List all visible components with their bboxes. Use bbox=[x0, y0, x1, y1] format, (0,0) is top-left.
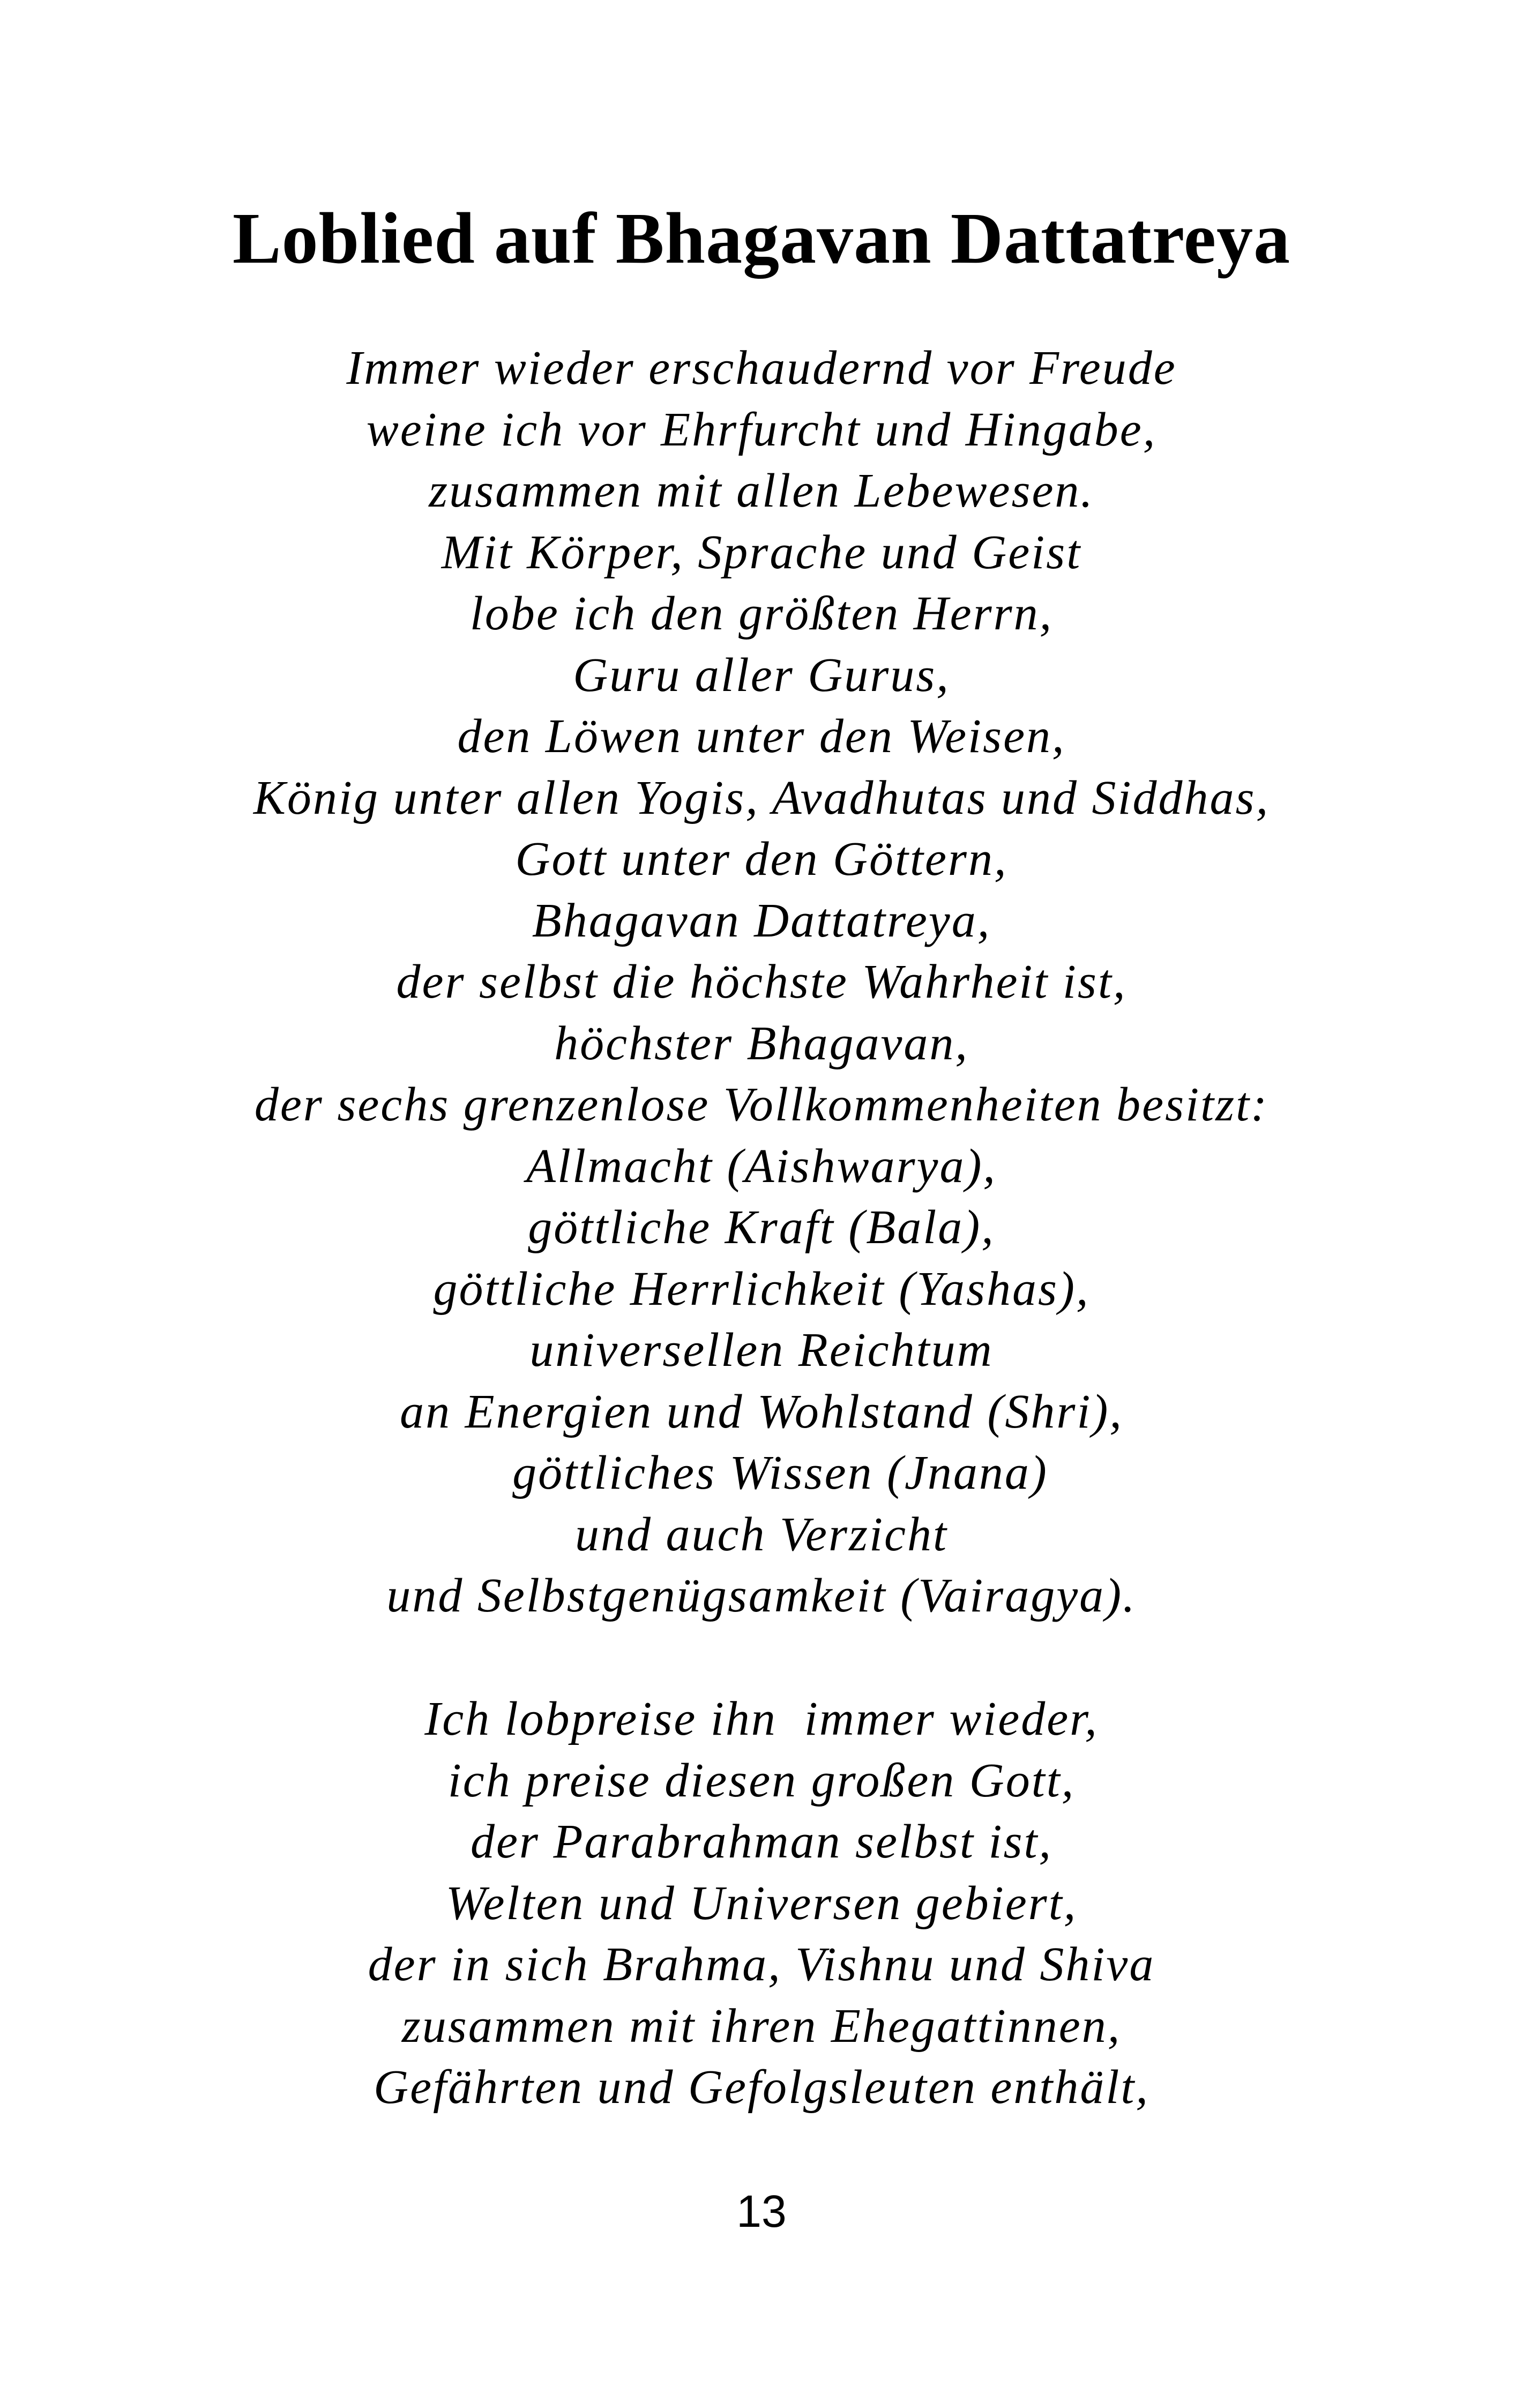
verse-line: lobe ich den größten Herrn, bbox=[469, 587, 1054, 640]
verse-line: göttliche Herrlichkeit (Yashas), bbox=[433, 1262, 1090, 1316]
verse-line: göttliches Wissen (Jnana) bbox=[512, 1446, 1048, 1499]
verse-line: Welten und Universen gebiert, bbox=[445, 1876, 1078, 1930]
verse-line: weine ich vor Ehrfurcht und Hingabe, bbox=[366, 403, 1157, 456]
verse-line: höchster Bhagavan, bbox=[554, 1016, 969, 1070]
verse-line: Ich lobpreise ihn immer wieder, bbox=[424, 1692, 1099, 1745]
verse-line: König unter allen Yogis, Avadhutas und Siddhas, bbox=[253, 771, 1270, 824]
verse-line: und Selbstgenügsamkeit (Vairagya). bbox=[386, 1569, 1137, 1622]
stanza-2 bbox=[0, 1689, 1523, 2119]
page-number: 13 bbox=[736, 2186, 787, 2236]
stanza-1 bbox=[0, 338, 1523, 1627]
verse-line: der in sich Brahma, Vishnu und Shiva bbox=[368, 1938, 1155, 1991]
verse-line: universellen Reichtum bbox=[529, 1324, 994, 1377]
verse-line: Bhagavan Dattatreya, bbox=[532, 894, 991, 947]
page-title: Loblied auf Bhagavan Dattatreya bbox=[232, 198, 1291, 279]
verse-line: und auch Verzicht bbox=[575, 1507, 948, 1561]
verse-line: der Parabrahman selbst ist, bbox=[470, 1815, 1053, 1868]
verse-line: Gefährten und Gefolgsleuten enthält, bbox=[374, 2061, 1149, 2114]
verse-line: göttliche Kraft (Bala), bbox=[528, 1201, 995, 1254]
verse-line: Allmacht (Aishwarya), bbox=[526, 1139, 997, 1193]
verse-line: ich preise diesen großen Gott, bbox=[447, 1753, 1076, 1807]
verse-line: Guru aller Gurus, bbox=[573, 648, 950, 702]
verse-line: zusammen mit ihren Ehegattinnen, bbox=[401, 1999, 1122, 2053]
verse-line: der selbst die höchste Wahrheit ist, bbox=[396, 955, 1127, 1008]
verse-line: Gott unter den Göttern, bbox=[515, 833, 1008, 886]
verse-line: an Energien und Wohlstand (Shri), bbox=[400, 1385, 1123, 1438]
verse-line: zusammen mit allen Lebewesen. bbox=[429, 464, 1094, 517]
verse-line: der sechs grenzenlose Vollkommenheiten besitzt: bbox=[254, 1078, 1269, 1131]
verse-line: den Löwen unter den Weisen, bbox=[457, 710, 1066, 763]
verse-line: Mit Körper, Sprache und Geist bbox=[441, 525, 1082, 579]
verse-line: Immer wieder erschaudernd vor Freude bbox=[346, 341, 1177, 395]
